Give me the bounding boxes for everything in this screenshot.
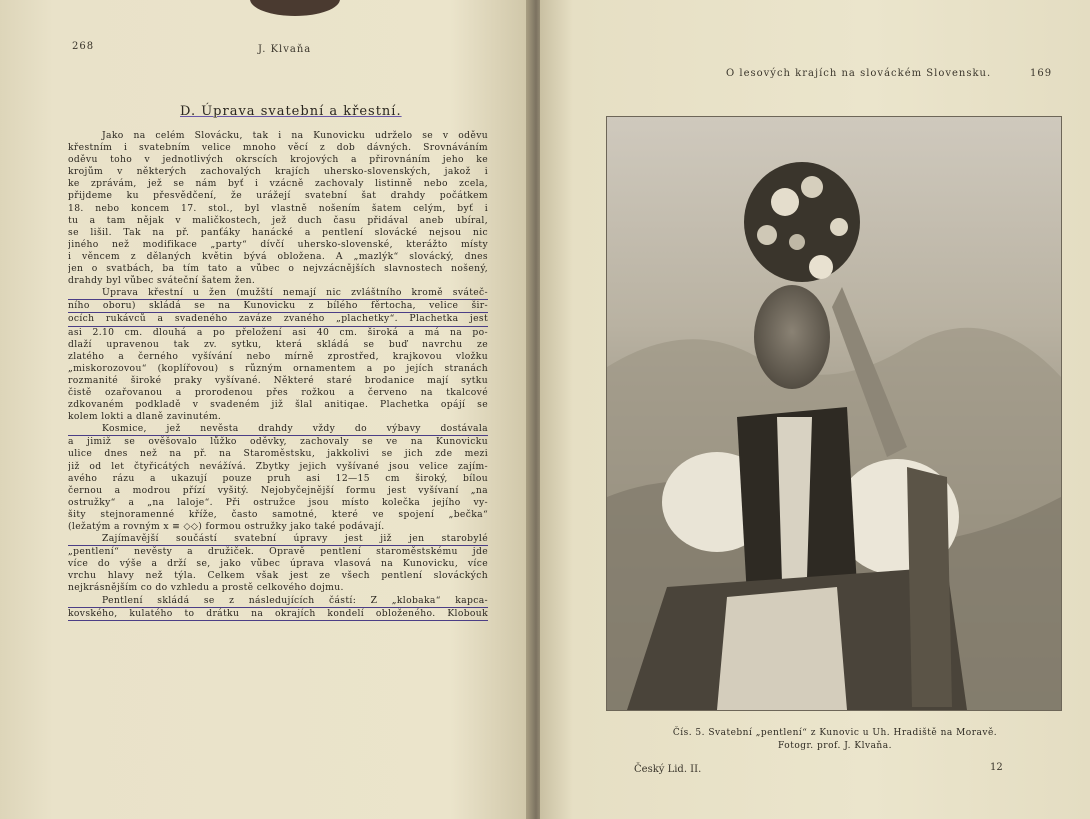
right-page-number: 169 xyxy=(1030,68,1053,79)
text-line: i věncem z dělaných květin bývá obložena. A „mazlýk“ slovácký, dnes xyxy=(68,250,488,262)
text-line: oděvu toho v jednotlivých okrscích krojových a přirovnáním jeho ke xyxy=(68,154,488,166)
text-line: nejkrásnějším co do vzhledu a prostě celkového dojmu. xyxy=(68,582,344,594)
section-title: D. Úprava svatební a křestní. xyxy=(180,104,402,119)
text-line: jiného než modifikace „party“ dívčí uhersko-slovenské, kterážto místy xyxy=(68,238,488,250)
text-line: Jako na celém Slovácku, tak i na Kunovicku udrželo se v oděvu xyxy=(102,130,488,141)
text-line: ního oboru) skládá se na Kunovicku z bílého fěrtocha, velice šir- xyxy=(68,300,488,313)
text-line: tu a tam nějak v maličkostech, jež duch času přidával aneb ubíral, xyxy=(68,214,488,226)
text-line: dlaží upravenou tak zv. sytku, která skládá se buď navrchu ze xyxy=(68,338,488,350)
signature: Český Lid. II. xyxy=(634,764,702,775)
text-line: ulice dnes než na př. na Staroměstsku, jakkolivi se jich zde mezi xyxy=(68,448,488,460)
body-text xyxy=(68,130,488,621)
text-line: čistě ozařovanou a prorodenou přes rožkou a červeno na tkalcové xyxy=(68,386,488,398)
signature-mark: 12 xyxy=(990,762,1003,773)
text-line: kovského, kulatého to drátku na okrajích kondelí obloženého. Klobouk xyxy=(68,608,488,621)
text-line: rozmanité široké praky vyšívané. Některé staré brodanice mají sytku xyxy=(68,374,488,386)
text-line: již od let čtyřicátých nevážívá. Zbytky jejich vyšívané jsou velice zajím- xyxy=(68,460,488,472)
portrait-illustration xyxy=(607,117,1061,710)
text-line: Pentlení skládá se z následujících částí: Z „klobaka“ kapca- xyxy=(68,595,488,608)
right-running-head: O lesových krajích na slováckém Slovensku. xyxy=(726,68,992,79)
text-line: krojům v některých zachovalých krajích uhersko-slovenských, jakož i xyxy=(68,166,488,178)
text-line: ostružky“ a „na laloje“. Při ostružce jsou místo kolečka jejího vy- xyxy=(68,496,488,508)
text-line: černou a modrou přízí vyšitý. Nejobyčejnější formu jest vyšívaní „na xyxy=(68,484,488,496)
text-line: asi 2.10 cm. dlouhá a po přeložení asi 40 cm. široká a má na po- xyxy=(68,326,488,338)
text-line: ke zprávám, jež se nám byť i vzácně zachovaly listinně nebo zcela, xyxy=(68,178,488,190)
text-line: jen o svatbách, ba tím tato a vůbec o nejvzácnějších slavnostech nošený, xyxy=(68,263,488,275)
text-line: křestním i svatebním velice mnoho věcí z dob dávných. Srovnáváním xyxy=(68,142,488,154)
text-line: Kosmice, jež nevěsta drahdy vždy do výbavy dostávala xyxy=(68,423,488,436)
text-line: Úprava křestní u žen (mužští nemají nic zvláštního kromě sváteč- xyxy=(68,287,488,300)
text-line: se lišil. Tak na př. panťáky hanácké a pentlení slovácké nejsou nic xyxy=(68,226,488,238)
text-line: „miskorozovou“ (koplířovou) s různým ornamentem a po jejích stranách xyxy=(68,362,488,374)
text-line: ocích rukávců a svadeného zaváze zvaného „plachetky“. Plachetka jest xyxy=(68,313,488,326)
photo-caption: Čís. 5. Svatební „pentlení“ z Kunovic u Uh. Hradiště na Moravě. xyxy=(672,728,998,738)
portrait-photo xyxy=(606,116,1062,711)
text-line: drahdy byl vůbec sváteční šatem žen. xyxy=(68,275,256,287)
text-line: a jimiž se ověšovalo lůžko oděvky, zachovaly se ve na Kunovicku xyxy=(68,436,488,448)
left-page-number: 268 xyxy=(72,41,95,52)
text-line: zlatého a černého vyšívání nebo mírně zprostřed, krajkovou vložku xyxy=(68,350,488,362)
text-line: „pentlení“ nevěsty a družiček. Opravě pentlení staroměstskému jde xyxy=(68,546,488,558)
text-line: (ležatým a rovným x ≡ ◇◇) formou ostružky jako také podávají. xyxy=(68,521,385,532)
text-line: šity stejnoramenné kříže, často samotné, které ve spojení „bečka“ xyxy=(68,508,488,520)
text-line: kolem lokti a dlaně zavinutém. xyxy=(68,411,222,423)
left-running-head: J. Klvaňa xyxy=(258,44,312,55)
left-page xyxy=(0,0,530,819)
text-line: Zajímavější součástí svatební úpravy jest již jen starobylé xyxy=(68,533,488,546)
text-line: zdkovaném podkladě v svadeném již šlal anitiqae. Plachetka opájí se xyxy=(68,399,488,411)
text-line: přijdeme ku přesvědčení, že urážejí svatební šat drahdy počátkem xyxy=(68,190,488,202)
photo-credit: Fotogr. prof. J. Klvaňa. xyxy=(778,741,892,751)
text-line: 18. nebo koncem 17. stol., byl vlastně nošením šatem celým, byť i xyxy=(68,202,488,214)
text-line: více do výše a drží se, jako vůbec úprava vlasová na Kunovicku, více xyxy=(68,558,488,570)
text-line: avého rázu a ukazují pouze pruh asi 12—15 cm široký, bílou xyxy=(68,472,488,484)
text-line: vrchu hlavy než týla. Celkem však jest ze všech pentlení slováckých xyxy=(68,570,488,582)
